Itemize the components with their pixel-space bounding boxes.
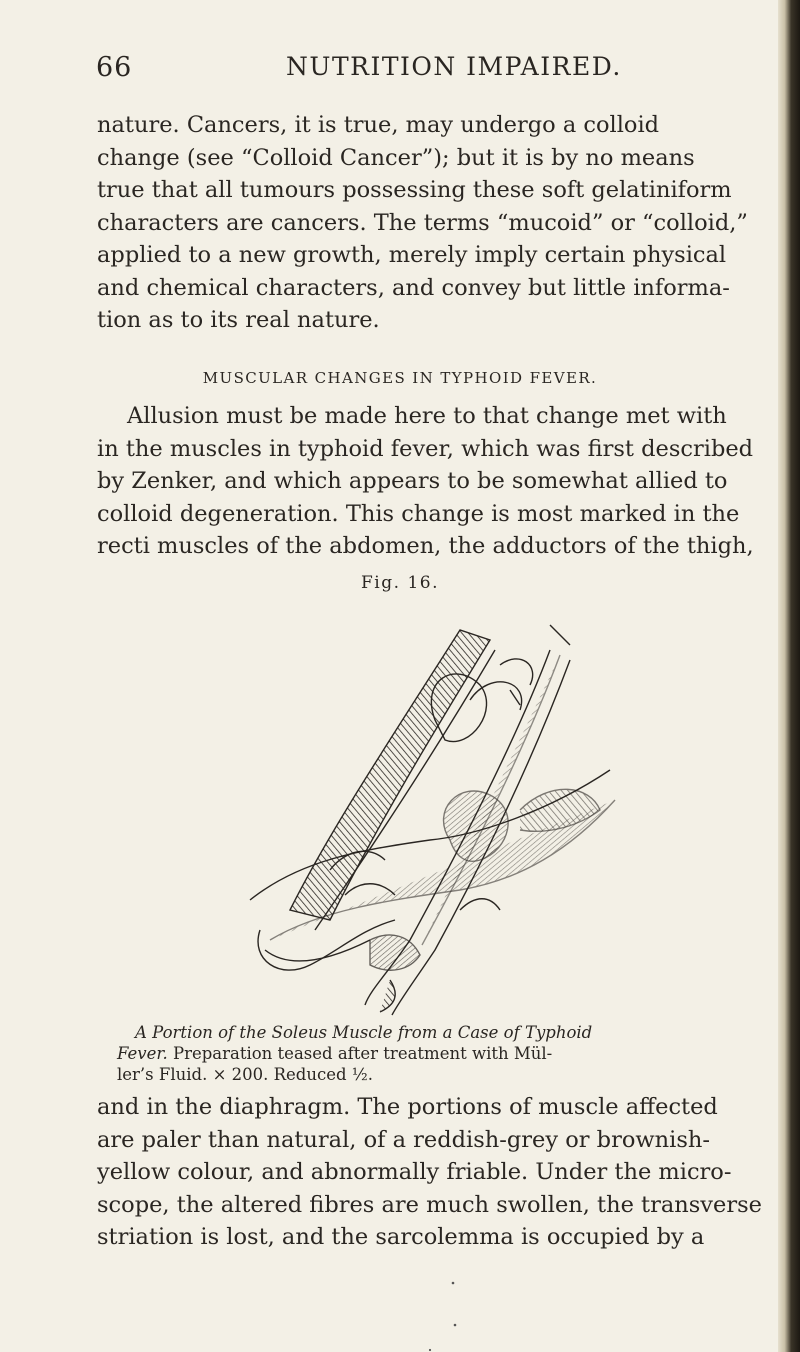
paragraph-typhoid: [97, 400, 765, 563]
text-line: nature. Cancers, it is true, may undergo a colloid: [97, 112, 660, 138]
caption-title: A Portion of the Soleus Muscle from a Case of Typhoid: [135, 1023, 593, 1042]
running-head: [96, 52, 766, 92]
text-line: are paler than natural, of a reddish-grey or brownish-: [97, 1126, 710, 1153]
text-line: tion as to its real nature.: [97, 307, 380, 333]
text-line: scope, the altered fibres are much swollen, the transverse: [97, 1191, 762, 1218]
paragraph-colloid: [97, 109, 765, 337]
text-line: recti muscles of the abdomen, the adductors of the thigh,: [97, 533, 754, 559]
section-heading: MUSCULAR CHANGES IN TYPHOID FEVER.: [202, 369, 598, 387]
text-line: characters are cancers. The terms “mucoid” or “colloid,”: [97, 209, 748, 236]
text-line: applied to a new growth, merely imply certain physical: [97, 242, 727, 268]
text-line: colloid degeneration. This change is most marked in the: [97, 500, 740, 527]
text-line: yellow colour, and abnormally friable. Under the micro-: [97, 1159, 732, 1185]
paragraph-diaphragm: [97, 1091, 765, 1254]
caption-text: ler’s Fluid. × 200. Reduced ½.: [117, 1065, 374, 1084]
page-number: 66: [96, 52, 133, 83]
text-line: in the muscles in typhoid fever, which was first described: [97, 435, 754, 462]
text-line: change (see “Colloid Cancer”); but it is by no means: [97, 144, 695, 171]
text-line: and in the diaphragm. The portions of muscle affected: [97, 1094, 718, 1120]
figure-caption: [117, 1022, 742, 1085]
text-line: Allusion must be made here to that change met with: [127, 403, 727, 429]
caption-text: Preparation teased after treatment with Mül-: [167, 1044, 553, 1063]
muscle-fibre-illustration: [220, 610, 640, 1020]
text-line: true that all tumours possessing these soft gelatiniform: [97, 177, 732, 203]
running-head-title: NUTRITION IMPAIRED.: [286, 52, 622, 81]
text-line: by Zenker, and which appears to be somewhat allied to: [97, 468, 728, 494]
text-line: and chemical characters, and convey but little informa-: [97, 274, 730, 301]
page-edge-shadow: [778, 0, 800, 1352]
caption-title-cont: Fever.: [117, 1044, 168, 1063]
text-line: striation is lost, and the sarcolemma is occupied by a: [97, 1224, 705, 1250]
figure-label: Fig. 16.: [361, 573, 439, 593]
